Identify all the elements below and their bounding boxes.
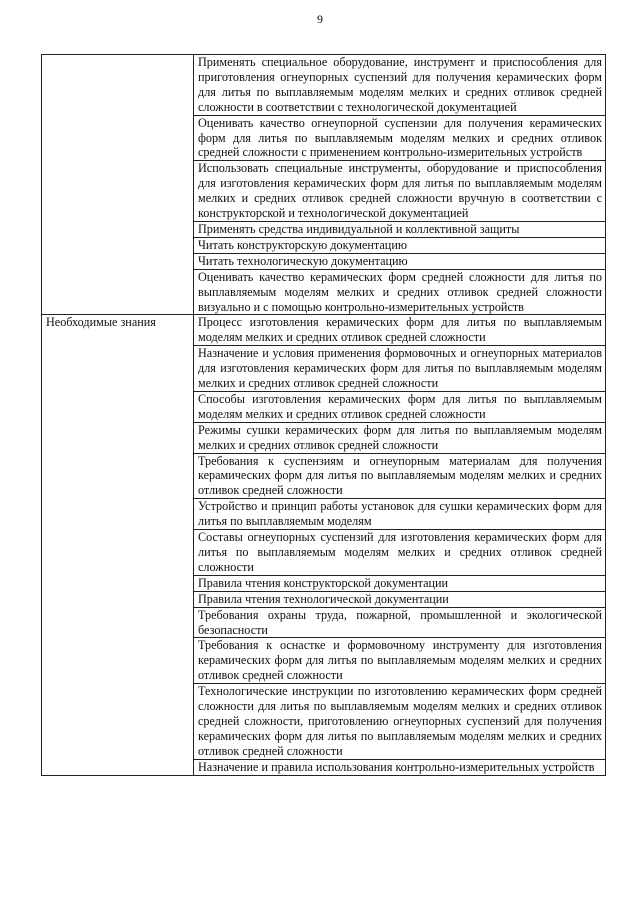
table-cell: Устройство и принцип работы установок для сушки керамических форм для литья по выплавляемым моделям bbox=[194, 499, 606, 530]
page-number: 9 bbox=[317, 12, 323, 26]
table-cell: Технологические инструкции по изготовлению керамических форм средней сложности для литья по выплавляемым моделям мелких и средних отливок средней сложности, приготовлению огнеупорных суспензий для получения керамических форм для литья по выплавляемым моделям мелких и средних отливок средней сложности bbox=[194, 684, 606, 760]
table-cell: Способы изготовления керамических форм для литья по выплавляемым моделям мелких и средних отливок средней сложности bbox=[194, 391, 606, 422]
table-cell: Правила чтения конструкторской документации bbox=[194, 575, 606, 591]
table-cell: Требования к оснастке и формовочному инструменту для изготовления керамических форм для литья по выплавляемым моделям мелких и средних отливок средней сложности bbox=[194, 638, 606, 684]
requirements-table bbox=[41, 54, 606, 776]
table-cell: Режимы сушки керамических форм для литья по выплавляемым моделям мелких и средних отливок средней сложности bbox=[194, 422, 606, 453]
table-cell: Применять специальное оборудование, инструмент и приспособления для приготовления огнеупорных суспензий для получения керамических форм для литья по выплавляемым моделям мелких и средних отливок средней сложности в соответствии с технологической документацией bbox=[194, 55, 606, 116]
table-cell: Процесс изготовления керамических форм для литья по выплавляемым моделям мелких и средних отливок средней сложности bbox=[194, 315, 606, 346]
table-cell: Назначение и условия применения формовочных и огнеупорных материалов для изготовления керамических форм для литья по выплавляемым моделям мелких и средних отливок средней сложности bbox=[194, 346, 606, 392]
table-cell: Оценивать качество огнеупорной суспензии для получения керамических форм для литья по выплавляемым моделям мелких и средних отливок средней сложности с применением контрольно-измерительных устройств bbox=[194, 115, 606, 161]
table-cell: Требования к суспензиям и огнеупорным материалам для получения керамических форм для литья по выплавляемым моделям мелких и средних отливок средней сложности bbox=[194, 453, 606, 499]
table-cell: Использовать специальные инструменты, оборудование и приспособления для изготовления керамических форм для литья по выплавляемым моделям мелких и средних отливок средней сложности вручную в соответствии с конструкторской и технологической документацией bbox=[194, 161, 606, 222]
table-cell: Читать технологическую документацию bbox=[194, 253, 606, 269]
table-cell: Назначение и правила использования контрольно-измерительных устройств bbox=[194, 759, 606, 775]
table-row bbox=[42, 55, 606, 116]
skills-label-cell bbox=[42, 55, 194, 315]
table-cell: Оценивать качество керамических форм средней сложности для литья по выплавляемым моделям мелких и средних отливок средней сложности визуально и с помощью контрольно-измерительных устройств bbox=[194, 269, 606, 315]
knowledge-label: Необходимые знания bbox=[42, 315, 194, 775]
table-row bbox=[42, 315, 606, 346]
table-cell: Составы огнеупорных суспензий для изготовления керамических форм для литья по выплавляемым моделям мелких и средних отливок средней сложности bbox=[194, 530, 606, 576]
table-cell: Применять средства индивидуальной и коллективной защиты bbox=[194, 221, 606, 237]
table-cell: Правила чтения технологической документации bbox=[194, 591, 606, 607]
table-cell: Читать конструкторскую документацию bbox=[194, 237, 606, 253]
table-cell: Требования охраны труда, пожарной, промышленной и экологической безопасности bbox=[194, 607, 606, 638]
